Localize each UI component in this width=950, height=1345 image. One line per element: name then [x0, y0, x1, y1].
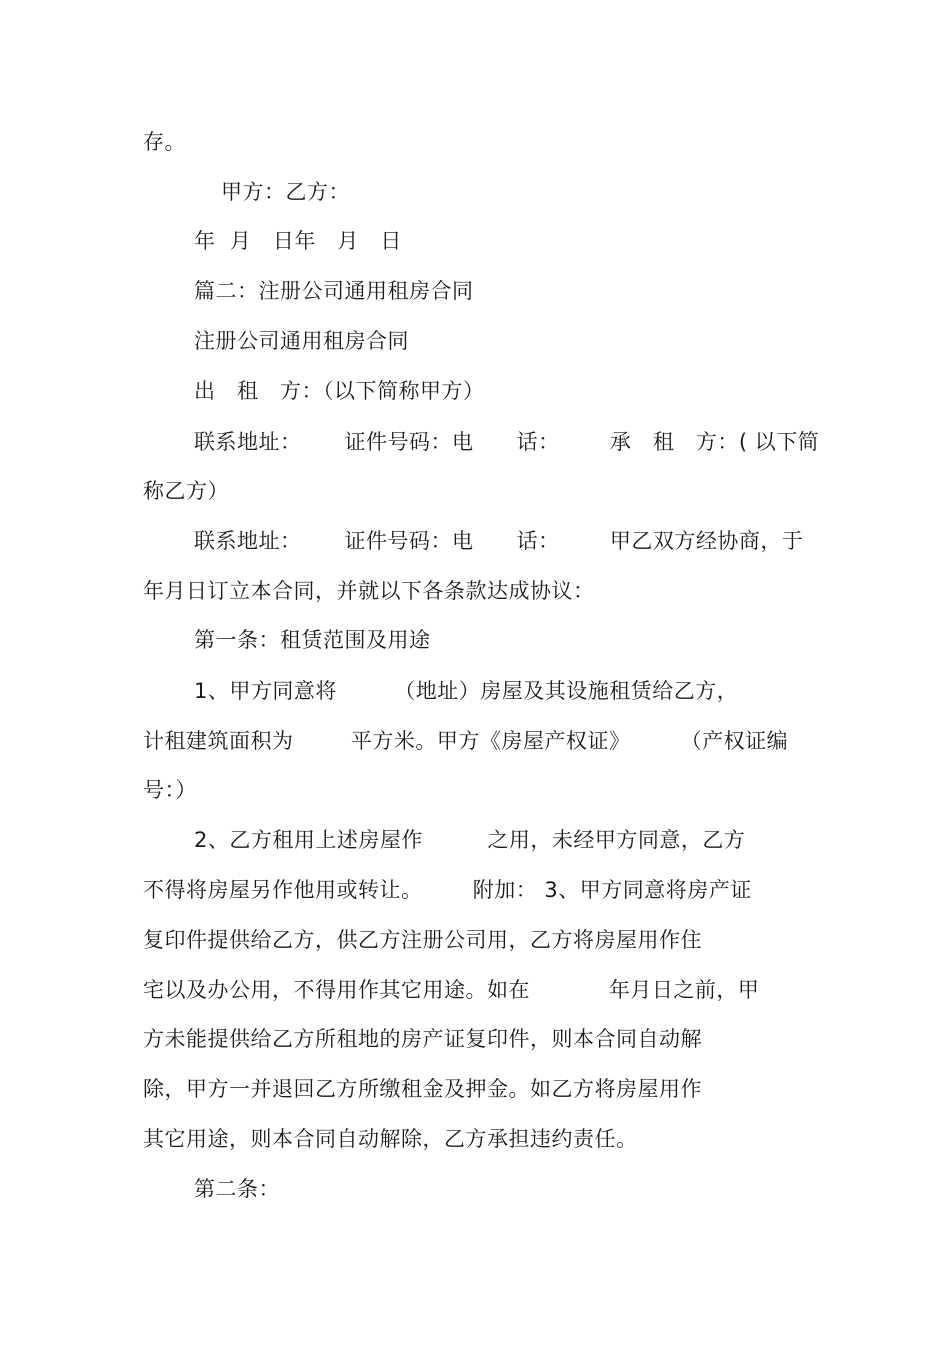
text-line: 2、乙方租用上述房屋作 之用，未经甲方同意，乙方 [194, 828, 746, 852]
text-line: 除，甲方一并退回乙方所缴租金及押金。如乙方将房屋用作 [143, 1077, 702, 1101]
article-heading: 第二条： [194, 1177, 280, 1201]
text-line: 计租建筑面积为 平方米。甲方《房屋产权证》 （产权证编 [143, 729, 789, 753]
article-heading: 第一条：租赁范围及用途 [194, 628, 431, 652]
text-line: 称乙方） [143, 479, 229, 503]
contract-title: 注册公司通用租房合同 [194, 329, 409, 353]
text-line: 联系地址： 证件号码：电 话： 承 租 方：( 以下简 [194, 430, 820, 454]
text-line: 号：） [143, 778, 197, 802]
text-line: 年月日订立本合同，并就以下各条款达成协议： [143, 579, 595, 603]
text-line: 存。 [143, 130, 186, 154]
section-heading: 篇二：注册公司通用租房合同 [194, 279, 474, 303]
text-line: 其它用途，则本合同自动解除，乙方承担违约责任。 [143, 1127, 638, 1151]
signature-date-line: 年 月 日年 月 日 [194, 229, 402, 253]
text-line: 1、甲方同意将 （地址）房屋及其设施租赁给乙方， [194, 679, 739, 703]
text-line: 联系地址： 证件号码：电 话： 甲乙双方经协商，于 [194, 529, 804, 553]
text-line: 出 租 方：（以下简称甲方） [194, 379, 485, 403]
text-line: 复印件提供给乙方，供乙方注册公司用，乙方将房屋用作住 [143, 928, 702, 952]
text-line: 宅以及办公用，不得用作其它用途。如在 年月日之前，甲 [143, 978, 760, 1002]
text-line: 方未能提供给乙方所租地的房产证复印件，则本合同自动解 [143, 1027, 702, 1051]
text-line: 不得将房屋另作他用或转让。 附加： 3、甲方同意将房产证 [143, 878, 752, 902]
signature-parties-line: 甲方：乙方： [221, 180, 350, 204]
